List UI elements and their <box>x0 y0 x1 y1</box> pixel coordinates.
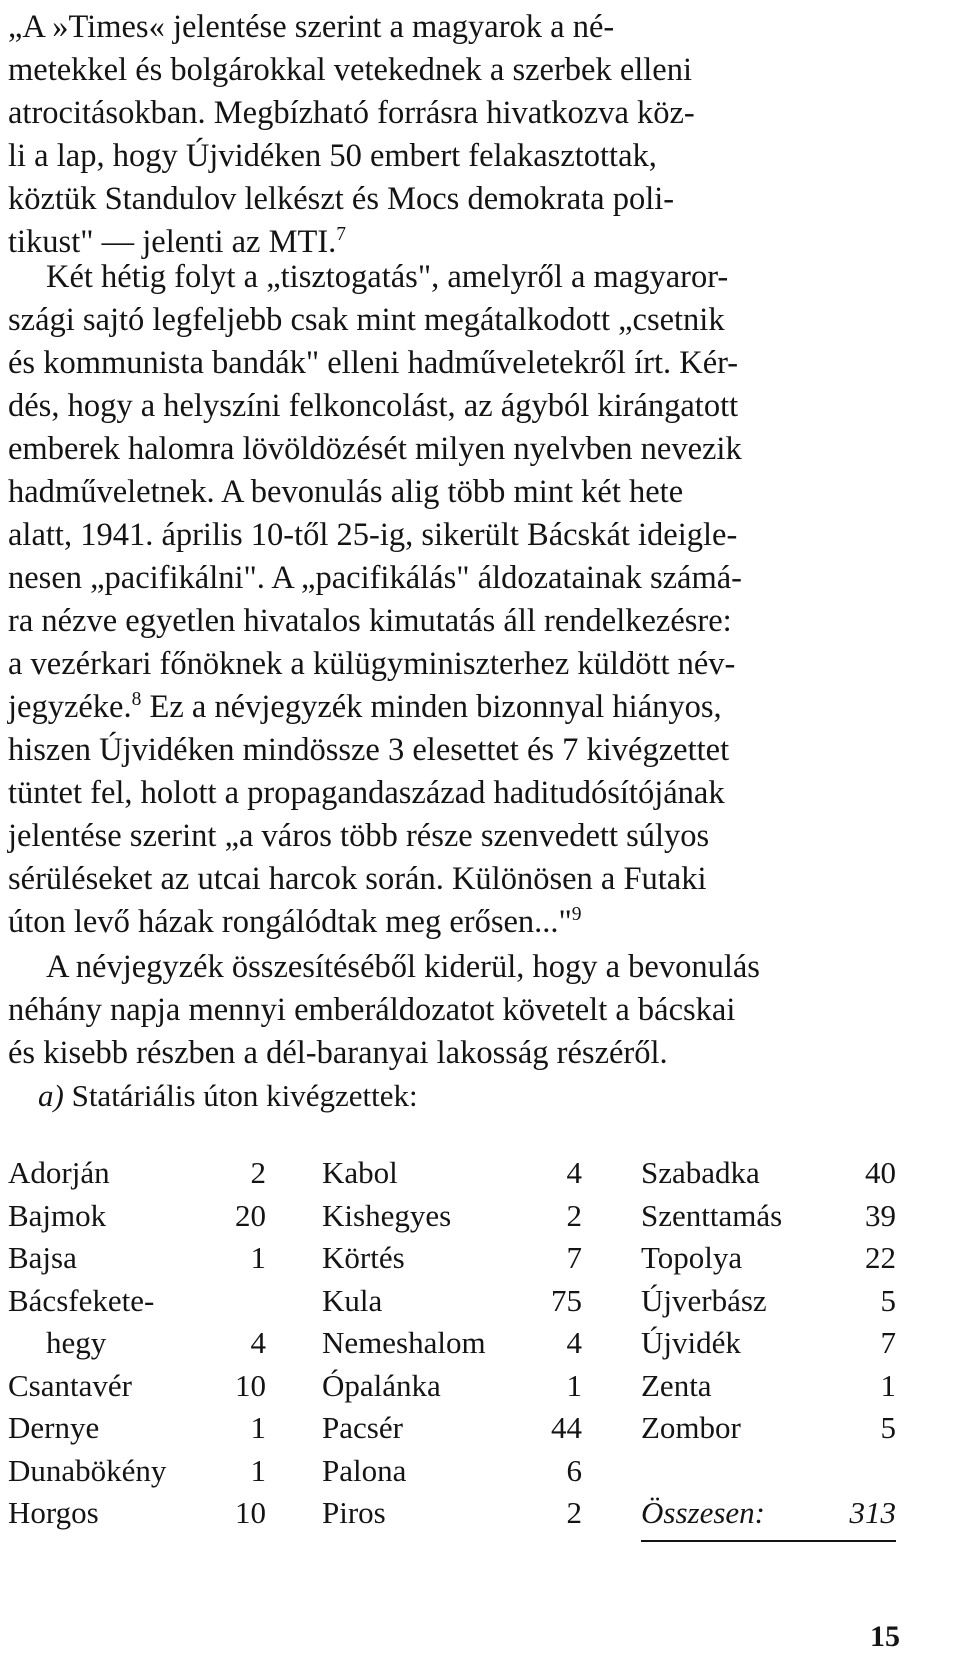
table-column-2 <box>322 1152 582 1535</box>
table-row <box>8 1492 266 1535</box>
table-row <box>322 1152 582 1195</box>
place-name: Újvidék <box>641 1325 741 1360</box>
subheading-letter: a) <box>38 1078 64 1113</box>
count: 4 <box>566 1155 582 1190</box>
count: 1 <box>250 1452 266 1488</box>
page-number: 15 <box>870 1620 900 1653</box>
table-row <box>8 1450 266 1493</box>
table-row <box>322 1492 582 1535</box>
text-line: sérüléseket az utcai harcok során. Különösen a Futaki <box>8 861 707 897</box>
text-line: hadműveletnek. A bevonulás alig több mint két hete <box>8 474 684 510</box>
place-name: Kishegyes <box>322 1197 452 1233</box>
subheading-text: Statáriális úton kivégzettek: <box>71 1078 418 1113</box>
place-name: Körtés <box>322 1240 405 1275</box>
text-line: alatt, 1941. április 10-től 25-ig, sikerült Bácskát ideigle- <box>8 517 738 553</box>
table-row <box>8 1280 266 1323</box>
count: 4 <box>566 1325 582 1360</box>
place-name: Dunabökény <box>8 1452 167 1488</box>
table-row <box>641 1280 896 1323</box>
count: 1 <box>250 1410 266 1445</box>
text-line: a vezérkari főnöknek a külügyminiszterhez küldött név- <box>8 646 736 682</box>
count: 2 <box>250 1155 266 1190</box>
count: 75 <box>551 1282 582 1318</box>
section-subheading <box>38 1076 418 1116</box>
text-line: atrocitásokban. Megbízható forrásra hivatkozva köz- <box>8 95 695 131</box>
footnote-marker: 8 <box>131 689 142 711</box>
footnote-marker: 9 <box>571 904 582 926</box>
place-name: Bácsfekete- <box>8 1282 155 1318</box>
text-line: néhány napja mennyi emberáldozatot követelt a bácskai <box>8 992 736 1028</box>
table-column-1 <box>8 1152 266 1535</box>
table-row <box>8 1237 266 1280</box>
count: 7 <box>880 1325 896 1360</box>
text-line: metekkel és bolgárokkal vetekednek a szerbek elleni <box>8 52 693 88</box>
table-row <box>641 1407 896 1450</box>
table-row <box>641 1322 896 1365</box>
total-label: Összesen: <box>641 1495 765 1530</box>
total-row <box>641 1492 896 1535</box>
text-line: ra nézve egyetlen hivatalos kimutatás áll rendelkezésre: <box>8 603 732 639</box>
paragraph-2 <box>8 256 950 944</box>
count: 44 <box>551 1410 582 1445</box>
text-line: Két hétig folyt a „tisztogatás", amelyről a magyaror- <box>46 259 729 295</box>
count: 1 <box>566 1367 582 1403</box>
place-name: Adorján <box>8 1155 110 1190</box>
text-line: és kommunista bandák" elleni hadműveletekről írt. Kér- <box>8 345 739 381</box>
table-row <box>8 1195 266 1238</box>
text-line: emberek halomra lövöldözését milyen nyelvben nevezik <box>8 431 742 467</box>
table-row <box>322 1322 582 1365</box>
place-name: Bajmok <box>8 1197 107 1233</box>
count: 2 <box>566 1197 582 1233</box>
place-name: Újverbász <box>641 1282 767 1318</box>
place-name: Ópalánka <box>322 1367 441 1403</box>
text-line: tüntet fel, holott a propagandaszázad haditudósítójának <box>8 775 725 811</box>
footnote-marker: 7 <box>336 224 347 246</box>
table-row <box>322 1237 582 1280</box>
place-name: Zombor <box>641 1410 741 1445</box>
place-name: Topolya <box>641 1240 743 1275</box>
text-line: nesen „pacifikálni". A „pacifikálás" áldozatainak számá- <box>8 560 742 596</box>
table-row <box>641 1365 896 1408</box>
table-row <box>8 1407 266 1450</box>
table-row <box>641 1450 896 1493</box>
text-line: és kisebb részben a dél-baranyai lakosság részéről. <box>8 1035 668 1071</box>
place-name: Kula <box>322 1282 383 1318</box>
table-row <box>322 1280 582 1323</box>
text-line: dés, hogy a helyszíni felkoncolást, az ágyból kirángatott <box>8 388 739 424</box>
text-line: jelentése szerint „a város több része szenvedett súlyos <box>8 818 710 854</box>
text-line: köztük Standulov lelkészt és Mocs demokrata poli- <box>8 181 675 217</box>
table-row <box>641 1152 896 1195</box>
place-name: Zenta <box>641 1367 712 1403</box>
place-name: Csantavér <box>8 1367 132 1403</box>
text-line: jegyzéke. <box>8 689 132 725</box>
count: 10 <box>235 1495 266 1530</box>
text-line: tikust" — jelenti az MTI. <box>8 224 337 260</box>
place-name: Palona <box>322 1452 407 1488</box>
place-name: Horgos <box>8 1495 99 1530</box>
table-row <box>641 1195 896 1238</box>
count: 1 <box>250 1240 266 1275</box>
count: 1 <box>880 1367 896 1403</box>
place-name: Szabadka <box>641 1155 760 1190</box>
table-row <box>322 1365 582 1408</box>
count: 4 <box>250 1325 266 1360</box>
count: 22 <box>865 1240 896 1275</box>
table-column-3 <box>641 1152 896 1535</box>
table-row <box>8 1322 266 1365</box>
table-row <box>8 1152 266 1195</box>
count: 10 <box>235 1367 266 1403</box>
place-name: Piros <box>322 1495 386 1530</box>
place-name: Bajsa <box>8 1240 77 1275</box>
paragraph-3 <box>8 946 950 1075</box>
place-name: hegy <box>46 1325 107 1360</box>
place-name: Szenttamás <box>641 1197 783 1233</box>
table-row <box>322 1450 582 1493</box>
count: 2 <box>566 1495 582 1530</box>
text-line: „A »Times« jelentése szerint a magyarok a né- <box>8 9 615 45</box>
place-name: Pacsér <box>322 1410 403 1445</box>
text-line: hiszen Újvidéken mindössze 3 elesettet és 7 kivégzettet <box>8 732 730 768</box>
count: 5 <box>880 1282 896 1318</box>
place-name: Kabol <box>322 1155 398 1190</box>
total-divider <box>641 1540 896 1542</box>
count: 7 <box>566 1240 582 1275</box>
paragraph-1 <box>8 6 950 264</box>
table-row <box>641 1237 896 1280</box>
count: 6 <box>566 1452 582 1488</box>
count: 5 <box>880 1410 896 1445</box>
count: 39 <box>865 1197 896 1233</box>
count: 40 <box>865 1155 896 1190</box>
table-row <box>322 1407 582 1450</box>
place-name: Nemeshalom <box>322 1325 486 1360</box>
text-line: li a lap, hogy Újvidéken 50 embert felakasztottak, <box>8 138 657 174</box>
text-line: A névjegyzék összesítéséből kiderül, hogy a bevonulás <box>46 949 760 985</box>
table-row <box>8 1365 266 1408</box>
text-line: úton levő házak rongálódtak meg erősen..." <box>8 904 572 940</box>
total-count: 313 <box>849 1495 896 1530</box>
text-line: Ez a névjegyzék minden bizonnyal hiányos, <box>141 689 722 725</box>
place-name: Dernye <box>8 1410 100 1445</box>
table-row <box>322 1195 582 1238</box>
count: 20 <box>235 1197 266 1233</box>
text-line: szági sajtó legfeljebb csak mint megátalkodott „csetnik <box>8 302 725 338</box>
